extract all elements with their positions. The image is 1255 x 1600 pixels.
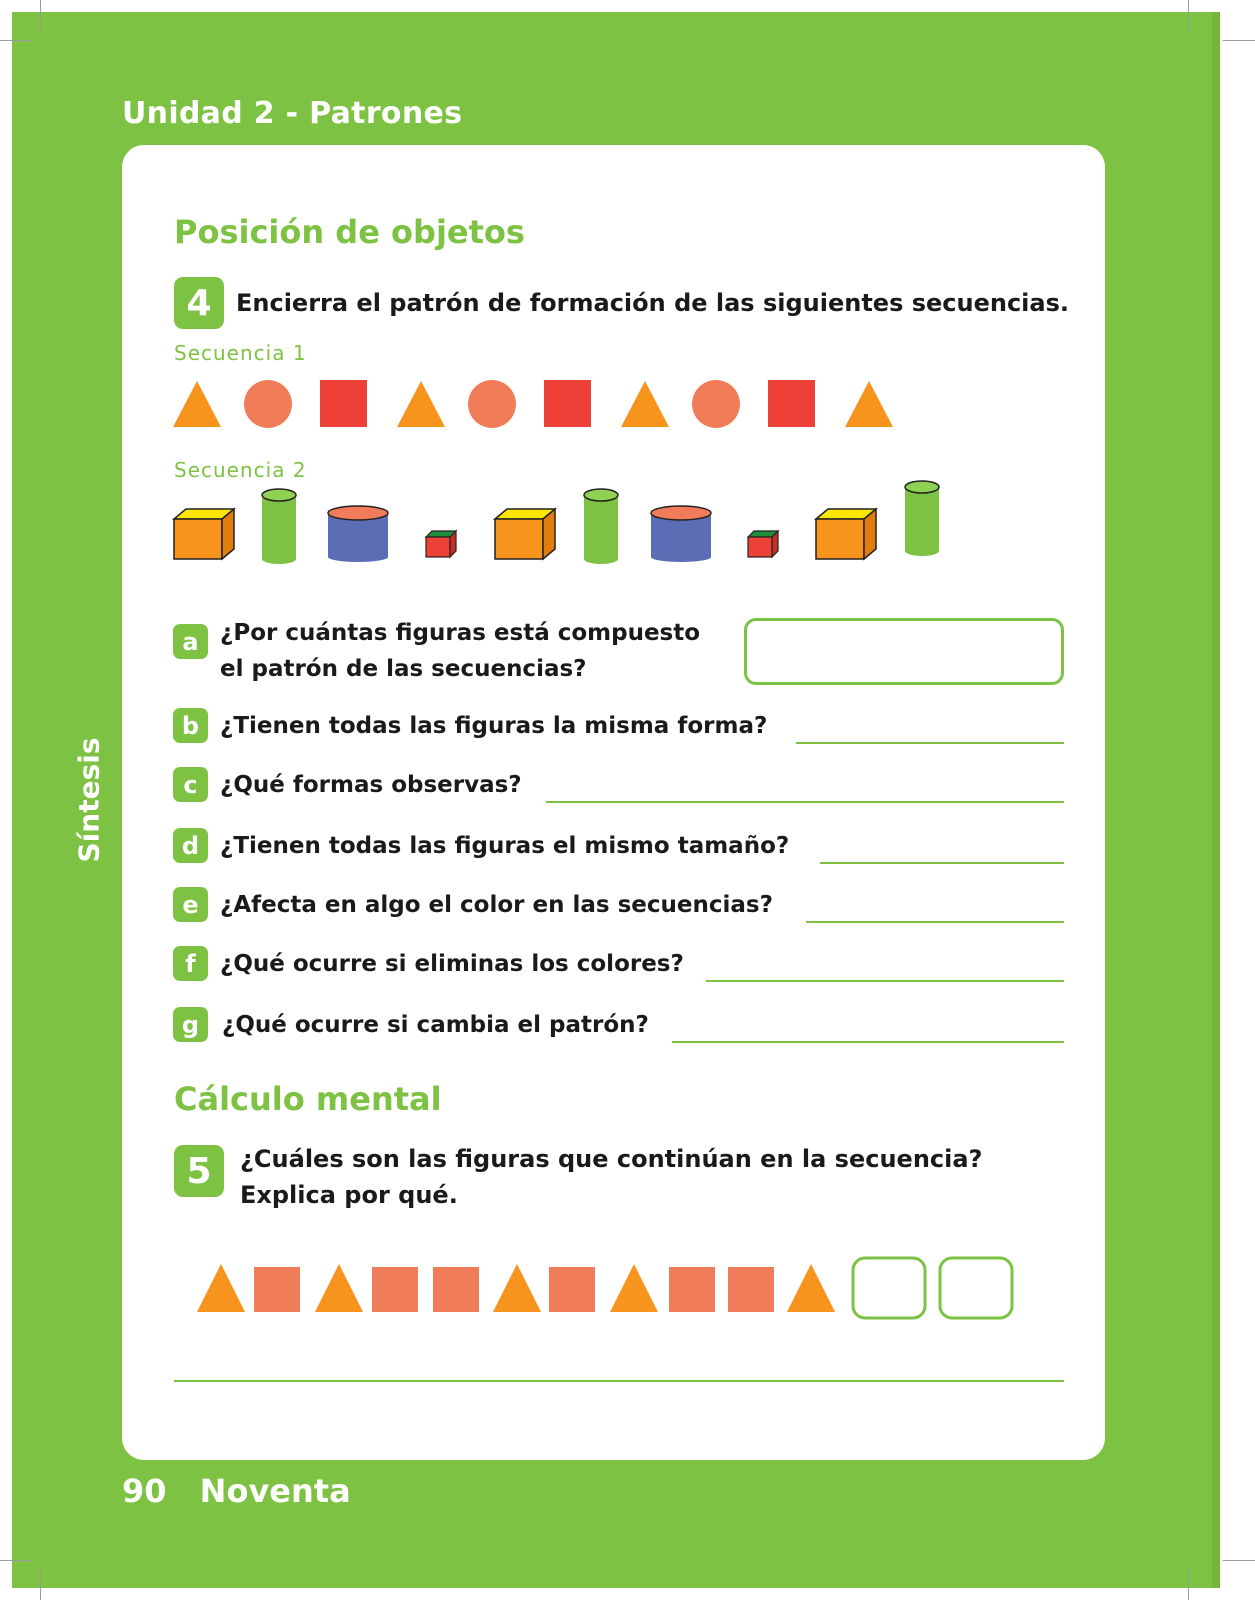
question-f-text: ¿Qué ocurre si eliminas los colores? (220, 951, 684, 977)
orange-triangle (315, 1264, 363, 1312)
small-red-cube (748, 531, 778, 557)
green-cylinder (262, 489, 296, 564)
orange-triangle (787, 1264, 835, 1312)
question-f-answer-line[interactable] (706, 980, 1064, 982)
coral-circle (244, 380, 292, 428)
page-edge-strip (1212, 12, 1220, 1588)
crop-mark (1188, 1568, 1189, 1600)
question-a-answer-box[interactable] (744, 618, 1064, 685)
coral-square (728, 1267, 774, 1312)
question-f-badge: f (173, 946, 208, 981)
orange-triangle (845, 381, 893, 427)
red-square (768, 380, 815, 427)
sequence-1-label: Secuencia 1 (174, 341, 307, 365)
coral-square (549, 1267, 595, 1312)
coral-square (669, 1267, 715, 1312)
question-d-text: ¿Tienen todas las figuras el mismo tamaño? (220, 833, 790, 859)
orange-triangle (397, 381, 445, 427)
exercise-number-badge: 5 (174, 1145, 224, 1197)
crop-mark (1188, 0, 1189, 32)
question-c-answer-line[interactable] (546, 801, 1064, 803)
exercise-instruction-line1: ¿Cuáles son las figuras que continúan en la secuencia? (240, 1145, 983, 1173)
orange-cube (816, 509, 876, 559)
exercise-number-badge: 4 (174, 277, 224, 329)
question-c-badge: c (173, 767, 208, 802)
question-b-badge: b (173, 708, 208, 743)
crop-mark (0, 40, 32, 41)
green-cylinder (905, 481, 939, 556)
orange-cube (495, 509, 555, 559)
question-e-text: ¿Afecta en algo el color en las secuencias? (220, 892, 773, 918)
calculo-sequence-shapes (192, 1255, 1032, 1325)
coral-circle (692, 380, 740, 428)
coral-square (254, 1267, 300, 1312)
green-cylinder (584, 489, 618, 564)
question-g-badge: g (173, 1007, 208, 1042)
question-b-answer-line[interactable] (796, 742, 1064, 744)
section-title-calculo: Cálculo mental (174, 1080, 442, 1118)
question-d-answer-line[interactable] (820, 862, 1064, 864)
blank-answer-box[interactable] (853, 1258, 925, 1318)
exercise-instruction: Encierra el patrón de formación de las siguientes secuencias. (236, 289, 1069, 317)
question-d-badge: d (173, 828, 208, 863)
section-title-posicion: Posición de objetos (174, 213, 525, 251)
crop-mark (40, 1568, 41, 1600)
crop-mark (1223, 40, 1255, 41)
question-a-badge: a (173, 624, 208, 659)
question-a-line2: el patrón de las secuencias? (220, 656, 587, 682)
exercise-instruction-line2: Explica por qué. (240, 1181, 458, 1209)
question-e-badge: e (173, 887, 208, 922)
question-g-text: ¿Qué ocurre si cambia el patrón? (222, 1012, 649, 1038)
blank-answer-box[interactable] (940, 1258, 1012, 1318)
orange-triangle (621, 381, 669, 427)
question-c-text: ¿Qué formas observas? (220, 772, 522, 798)
small-red-cube (426, 531, 456, 557)
orange-triangle (493, 1264, 541, 1312)
coral-circle (468, 380, 516, 428)
orange-cube (174, 509, 234, 559)
blue-cylinder (651, 506, 711, 562)
blue-cylinder (328, 506, 388, 562)
question-b-text: ¿Tienen todas las figuras la misma forma? (220, 713, 768, 739)
orange-triangle (173, 381, 221, 427)
crop-mark (40, 0, 41, 32)
red-square (320, 380, 367, 427)
crop-mark (1223, 1560, 1255, 1561)
page-word: Noventa (199, 1472, 351, 1510)
side-label: Síntesis (72, 737, 106, 863)
page-number: 90 (122, 1472, 167, 1510)
red-square (544, 380, 591, 427)
sequence-1-shapes (170, 377, 930, 437)
page-footer (122, 1472, 351, 1510)
coral-square (433, 1267, 479, 1312)
coral-square (372, 1267, 418, 1312)
orange-triangle (197, 1264, 245, 1312)
sequence-2-label: Secuencia 2 (174, 458, 307, 482)
question-g-answer-line[interactable] (672, 1041, 1064, 1043)
orange-triangle (610, 1264, 658, 1312)
content-card (122, 145, 1105, 1460)
crop-mark (0, 1560, 32, 1561)
sequence-2-shapes (170, 483, 970, 573)
question-a-line1: ¿Por cuántas figuras está compuesto (220, 620, 701, 646)
unit-title: Unidad 2 - Patrones (122, 96, 463, 131)
explanation-answer-line[interactable] (174, 1380, 1064, 1382)
question-e-answer-line[interactable] (806, 921, 1064, 923)
